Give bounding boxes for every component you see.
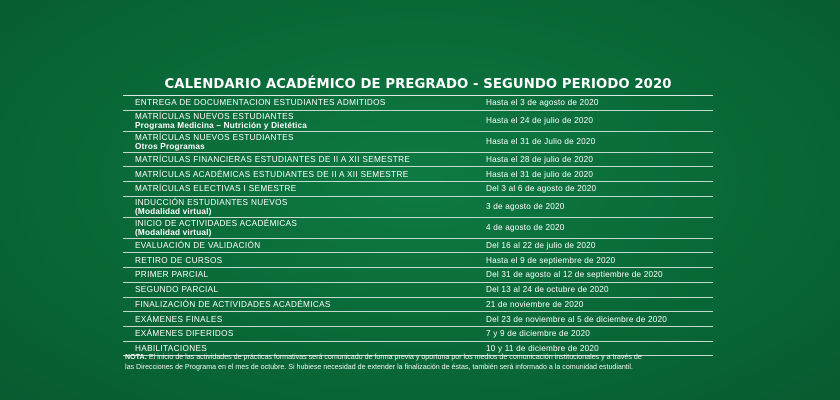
table-row — [123, 111, 713, 132]
date-cell: 7 y 9 de diciembre de 2020 — [486, 329, 590, 339]
note-label: NOTA: — [125, 353, 147, 361]
date-cell: Del 16 al 22 de julio de 2020 — [486, 241, 596, 251]
date-cell: Hasta el 24 de julio de 2020 — [486, 116, 594, 126]
table-row — [123, 268, 713, 283]
activity-cell — [123, 155, 486, 164]
date-cell: 4 de agosto de 2020 — [486, 223, 565, 233]
table-row — [123, 239, 713, 254]
activity-label: MATRÍCULAS NUEVOS ESTUDIANTES — [135, 111, 294, 121]
activity-cell — [123, 98, 486, 107]
activity-cell — [123, 329, 486, 338]
activity-label: PRIMER PARCIAL — [135, 270, 209, 280]
activity-cell — [123, 285, 486, 294]
table-row — [123, 153, 713, 168]
date-cell: Hasta el 28 de julio de 2020 — [486, 155, 594, 165]
date-cell: Del 23 de noviembre al 5 de diciembre de 2020 — [486, 314, 668, 324]
activity-label: MATRÍCULAS FINANCIERAS ESTUDIANTES DE II A XII SEMESTRE — [135, 155, 411, 165]
table-row — [123, 96, 713, 111]
activity-label: EVALUACIÓN DE VALIDACIÓN — [135, 241, 261, 251]
note-line-2: las Direcciones de Programa en el mes de octubre. Si hubiese necesidad de extender la finalización de éstas, también será informado a la comunidad estudiantil. — [125, 363, 633, 371]
table-row — [123, 327, 713, 342]
activity-cell — [123, 256, 486, 265]
table-row — [123, 283, 713, 298]
activity-label: SEGUNDO PARCIAL — [135, 285, 219, 295]
activity-sublabel: Otros Programas — [135, 141, 205, 151]
activity-cell — [123, 170, 486, 179]
table-row — [123, 167, 713, 182]
activity-label: INICIO DE ACTIVIDADES ACADÉMICAS — [135, 218, 298, 228]
calendar-table — [123, 95, 713, 356]
activity-label: EXÁMENES DIFERIDOS — [135, 329, 234, 339]
note-line-1: El inicio de las actividades de prácticas formativas será comunicado de forma previa y oportuna por los medios de comunicación institucionales y a través de — [146, 353, 642, 361]
table-row — [123, 298, 713, 313]
activity-label: RETIRO DE CURSOS — [135, 255, 223, 265]
footnote — [125, 352, 725, 372]
activity-cell — [123, 241, 486, 250]
activity-label: FINALIZACIÓN DE ACTIVIDADES ACADÉMICAS — [135, 299, 331, 309]
date-cell: 21 de noviembre de 2020 — [486, 299, 584, 309]
date-cell: Del 13 al 24 de octubre de 2020 — [486, 285, 609, 295]
date-cell: 10 y 11 de diciembre de 2020 — [486, 343, 599, 353]
table-row — [123, 132, 713, 153]
table-row — [123, 253, 713, 268]
activity-sublabel: (Modalidad virtual) — [135, 206, 212, 216]
activity-cell — [123, 198, 486, 216]
activity-label: HABILITACIONES — [135, 343, 208, 353]
table-row — [123, 312, 713, 327]
activity-cell — [123, 300, 486, 309]
table-row — [123, 182, 713, 197]
activity-cell — [123, 315, 486, 324]
activity-cell — [123, 219, 486, 237]
table-row — [123, 197, 713, 218]
date-cell: Hasta el 31 de Julio de 2020 — [486, 137, 596, 147]
activity-label: INDUCCIÓN ESTUDIANTES NUEVOS — [135, 197, 288, 207]
activity-cell — [123, 133, 486, 151]
date-cell: Hasta el 9 de septiembre de 2020 — [486, 255, 616, 265]
date-cell: Hasta el 31 de julio de 2020 — [486, 169, 594, 179]
activity-label: MATRÍCULAS NUEVOS ESTUDIANTES — [135, 132, 294, 142]
date-cell: Del 3 al 6 de agosto de 2020 — [486, 184, 597, 194]
table-row — [123, 218, 713, 239]
activity-cell — [123, 112, 486, 130]
activity-label: EXÁMENES FINALES — [135, 314, 223, 324]
date-cell: Hasta el 3 de agosto de 2020 — [486, 98, 599, 108]
activity-sublabel: (Modalidad virtual) — [135, 227, 212, 237]
date-cell: Del 31 de agosto al 12 de septiembre de 2020 — [486, 270, 663, 280]
activity-label: ENTREGA DE DOCUMENTACION ESTUDIANTES ADMITIDOS — [135, 98, 386, 108]
activity-label: MATRÍCULAS ACADÉMICAS ESTUDIANTES DE II A XII SEMESTRE — [135, 169, 409, 179]
activity-label: MATRÍCULAS ELECTIVAS I SEMESTRE — [135, 184, 297, 194]
calendar-panel — [123, 76, 713, 356]
page-title: CALENDARIO ACADÉMICO DE PREGRADO - SEGUNDO PERIODO 2020 — [164, 77, 672, 92]
activity-sublabel: Programa Medicina – Nutrición y Dietética — [135, 120, 307, 130]
date-cell: 3 de agosto de 2020 — [486, 202, 565, 212]
activity-cell — [123, 184, 486, 193]
activity-cell — [123, 270, 486, 279]
